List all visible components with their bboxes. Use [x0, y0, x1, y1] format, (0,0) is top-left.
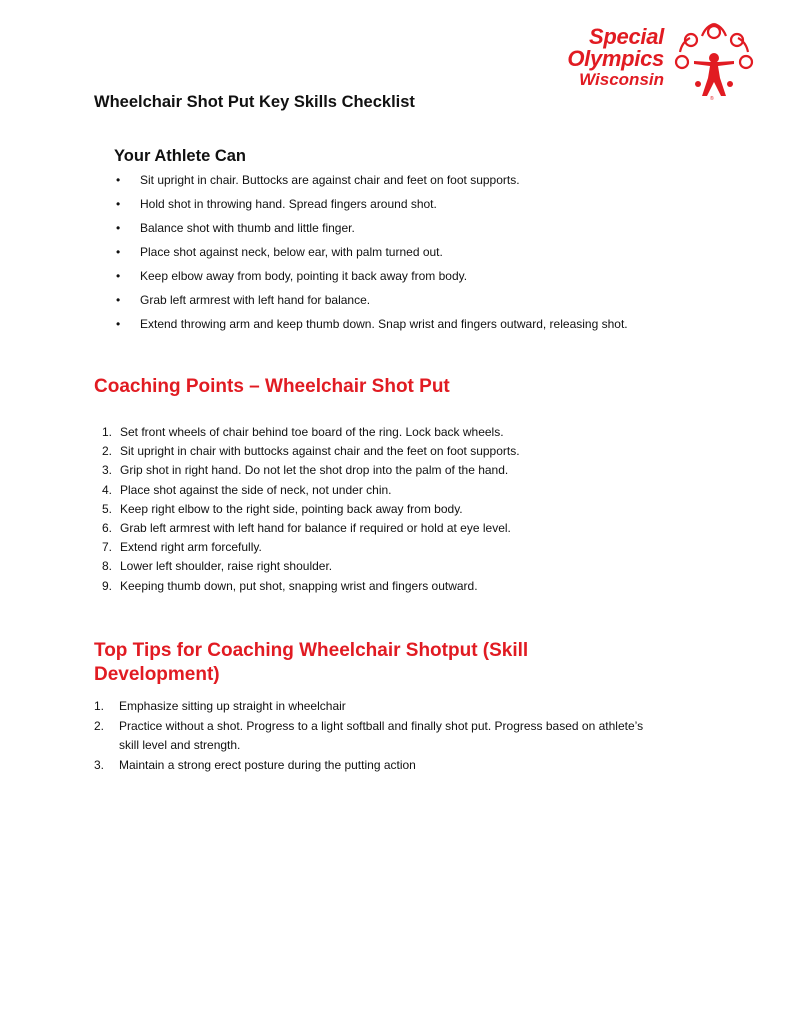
item-number: 2.	[94, 718, 105, 733]
coaching-points-heading: Coaching Points – Wheelchair Shot Put	[94, 376, 450, 397]
logo-line-olympics: Olympics	[567, 46, 664, 71]
item-text: Keep right elbow to the right side, pointing back away from body.	[120, 501, 463, 516]
list-item	[102, 557, 722, 576]
list-item	[94, 717, 654, 756]
item-text: Place shot against the side of neck, not under chin.	[120, 482, 392, 497]
item-text: Sit upright in chair with buttocks against chair and the feet on foot supports.	[120, 444, 520, 459]
logo-line-special: Special	[589, 24, 664, 49]
item-number: 5.	[102, 501, 113, 516]
list-item: • Hold shot in throwing hand. Spread fingers around shot.	[114, 197, 714, 211]
list-item	[102, 519, 722, 538]
item-number: 3.	[94, 757, 105, 772]
list-item: • Keep elbow away from body, pointing it back away from body.	[114, 269, 714, 283]
item-text: Lower left shoulder, raise right shoulder.	[120, 559, 333, 574]
item-number: 6.	[102, 521, 113, 536]
item-number: 3.	[102, 463, 113, 478]
list-item: • Place shot against neck, below ear, with palm turned out.	[114, 245, 714, 259]
list-item: • Balance shot with thumb and little finger.	[114, 221, 714, 235]
item-number: 9.	[102, 578, 113, 593]
list-item: • Grab left armrest with left hand for balance.	[114, 293, 714, 307]
athlete-skills-list	[114, 173, 714, 341]
top-tips-list	[94, 697, 654, 775]
item-number: 1.	[94, 699, 105, 713]
logo-line-wisconsin: Wisconsin	[579, 70, 664, 89]
list-item	[102, 538, 722, 557]
item-text: Practice without a shot. Progress to a light softball and finally shot put. Progress based on athlete’s skill level and strength.	[119, 718, 644, 752]
item-number: 2.	[102, 444, 113, 459]
top-tips-heading: Top Tips for Coaching Wheelchair Shotput (Skill Development)	[94, 640, 529, 685]
list-item	[102, 423, 722, 442]
list-item: • Sit upright in chair. Buttocks are against chair and feet on foot supports.	[114, 173, 714, 187]
list-item	[102, 481, 722, 500]
item-number: 7.	[102, 540, 113, 555]
list-item	[102, 577, 722, 596]
item-text: Maintain a strong erect posture during the putting action	[119, 757, 416, 772]
list-item	[102, 442, 722, 461]
item-number: 8.	[102, 559, 113, 574]
item-number: 1.	[102, 425, 113, 439]
item-text: Grip shot in right hand. Do not let the shot drop into the palm of the hand.	[120, 463, 509, 478]
list-item	[102, 500, 722, 519]
item-text: Set front wheels of chair behind toe board of the ring. Lock back wheels.	[120, 425, 504, 439]
athlete-can-heading: Your Athlete Can	[114, 147, 247, 165]
logo-wordmark	[536, 26, 664, 90]
item-text: Keeping thumb down, put shot, snapping wrist and fingers outward.	[120, 578, 478, 593]
list-item	[94, 756, 654, 776]
coaching-points-list	[102, 423, 722, 596]
special-olympics-logo	[536, 22, 756, 104]
item-text: Emphasize sitting up straight in wheelchair	[119, 699, 346, 713]
list-item: • Extend throwing arm and keep thumb down. Snap wrist and fingers outward, releasing shot.	[114, 317, 714, 331]
document-title: Wheelchair Shot Put Key Skills Checklist	[94, 93, 415, 111]
list-item	[94, 697, 654, 717]
item-text: Grab left armrest with left hand for balance if required or hold at eye level.	[120, 521, 511, 536]
special-olympics-emblem-icon	[672, 22, 756, 102]
list-item	[102, 461, 722, 480]
svg-text:®: ®	[710, 96, 714, 102]
item-text: Extend right arm forcefully.	[120, 540, 262, 555]
item-number: 4.	[102, 482, 113, 497]
